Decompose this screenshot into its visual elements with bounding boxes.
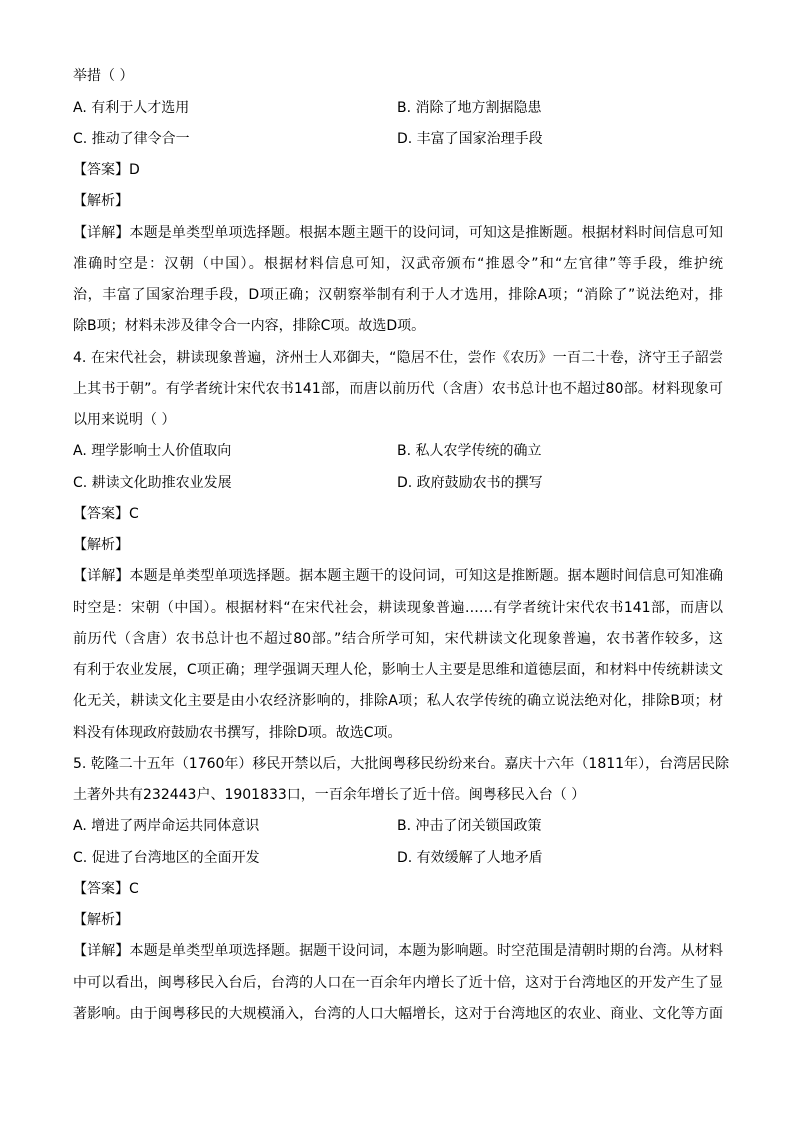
q5-detail-line: 【详解】本题是单类型单项选择题。据题干设问词，本题为影响题。时空范围是清朝时期的台湾。从材料 <box>73 943 723 959</box>
q4-stem-line: 4. 在宋代社会，耕读现象普遍，济州士人邓御夫，“隐居不仕，尝作《农历》一百二十卷，济守王子韶尝 <box>73 350 723 366</box>
q5-option-c: C. 促进了台湾地区的全面开发 <box>73 850 260 866</box>
q3-option-c: C. 推动了律令合一 <box>73 131 190 147</box>
q4-option-d: D. 政府鼓励农书的撰写 <box>397 475 543 491</box>
q5-analysis-label: 【解析】 <box>73 912 129 928</box>
q4-detail-line: 化无关，耕读文化主要是由小农经济影响的，排除A项；私人农学传统的确立说法绝对化，排除B项；材 <box>73 693 723 709</box>
q5-detail-line: 中可以看出，闽粤移民入台后，台湾的人口在一百余年内增长了近十倍，这对于台湾地区的开发产生了显 <box>73 975 723 991</box>
q4-detail-line: 料没有体现政府鼓励农书撰写，排除D项。故选C项。 <box>73 725 402 741</box>
q3-detail-line: 治，丰富了国家治理手段，D项正确；汉朝察举制有利于人才选用，排除A项；“消除了”说法绝对，排 <box>73 287 723 303</box>
q5-stem-line: 5. 乾隆二十五年（1760年）移民开禁以后，大批闽粤移民纷纷来台。嘉庆十六年（1811年），台湾居民除 <box>73 756 730 772</box>
q3-detail-line: 【详解】本题是单类型单项选择题。根据本题主题干的设问词，可知这是推断题。根据材料时间信息可知 <box>73 225 723 241</box>
q3-option-a: A. 有利于人才选用 <box>73 100 190 116</box>
q4-detail-line: 有利于农业发展，C项正确；理学强调天理人伦，影响士人主要是思维和道德层面，和材料中传统耕读文 <box>73 662 723 678</box>
q4-stem-line: 上其书于朝”。有学者统计宋代农书141部，而唐以前历代（含唐）农书总计也不超过80部。材料现象可 <box>73 381 723 397</box>
q5-detail-line: 著影响。由于闽粤移民的大规模涌入，台湾的人口大幅增长，这对于台湾地区的农业、商业、文化等方面 <box>73 1006 723 1022</box>
q4-analysis-label: 【解析】 <box>73 537 129 553</box>
q3-analysis-label: 【解析】 <box>73 193 129 209</box>
q4-stem-line: 以用来说明（ ） <box>73 412 176 428</box>
q5-option-b: B. 冲击了闭关锁国政策 <box>397 818 542 834</box>
q3-option-d: D. 丰富了国家治理手段 <box>397 131 543 147</box>
q4-answer: 【答案】C <box>73 506 139 522</box>
q3-answer: 【答案】D <box>73 162 140 178</box>
q5-stem-line: 土著外共有232443户、1901833口，一百余年增长了近十倍。闽粤移民入台（ ） <box>73 787 586 803</box>
q4-detail-line: 【详解】本题是单类型单项选择题。据本题主题干的设问词，可知这是推断题。据本题时间信息可知准确 <box>73 568 723 584</box>
q4-option-a: A. 理学影响士人价值取向 <box>73 443 232 459</box>
q4-option-b: B. 私人农学传统的确立 <box>397 443 542 459</box>
q5-answer: 【答案】C <box>73 881 139 897</box>
q4-detail-line: 前历代（含唐）农书总计也不超过80部。”结合所学可知，宋代耕读文化现象普遍，农书著作较多，这 <box>73 631 723 647</box>
q4-option-c: C. 耕读文化助推农业发展 <box>73 475 232 491</box>
q3-detail-line: 准确时空是：汉朝（中国）。根据材料信息可知，汉武帝颁布“推恩令”和“左官律”等手段，维护统 <box>73 256 723 272</box>
q3-option-b: B. 消除了地方割据隐患 <box>397 100 542 116</box>
q4-detail-line: 时空是：宋朝（中国）。根据材料“在宋代社会，耕读现象普遍……有学者统计宋代农书141部，而唐以 <box>73 600 723 616</box>
q5-option-d: D. 有效缓解了人地矛盾 <box>397 850 543 866</box>
q3-detail-line: 除B项；材料未涉及律令合一内容，排除C项。故选D项。 <box>73 318 426 334</box>
q5-option-a: A. 增进了两岸命运共同体意识 <box>73 818 260 834</box>
q3-stem-tail: 举措（ ） <box>73 68 134 84</box>
